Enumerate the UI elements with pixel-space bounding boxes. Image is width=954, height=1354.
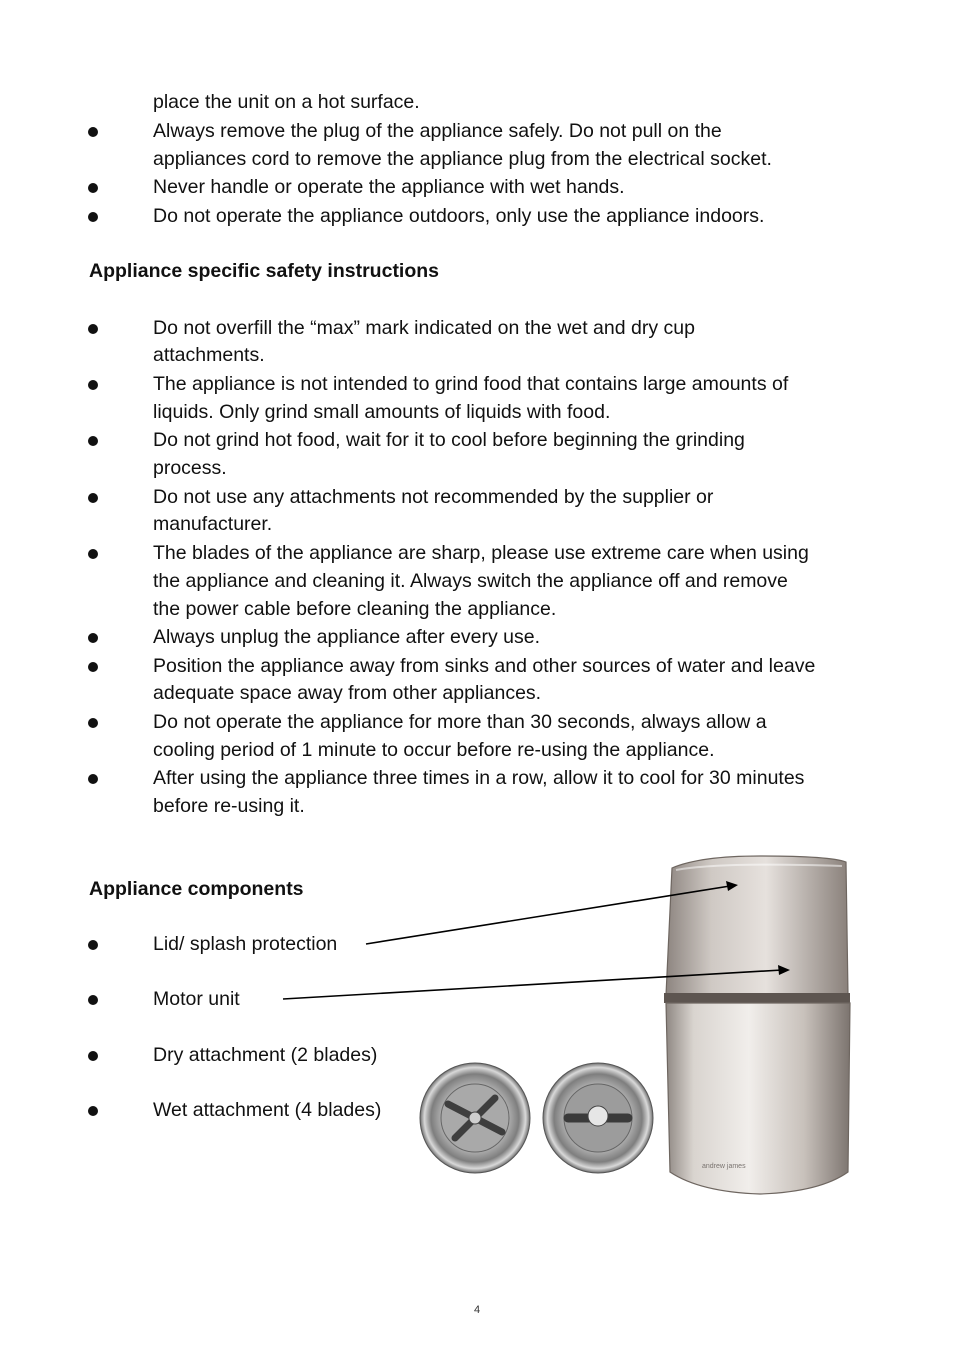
component-motor-unit: Motor unit bbox=[153, 988, 240, 1010]
wet-hub bbox=[588, 1106, 608, 1126]
general-bullet-2: Never handle or operate the appliance with wet hands. bbox=[153, 176, 625, 198]
seam-band bbox=[664, 993, 850, 1003]
specific-bullet-3-line-1: Do not grind hot food, wait for it to cool before beginning the grinding bbox=[153, 429, 745, 451]
general-bullet-3: Do not operate the appliance outdoors, only use the appliance indoors. bbox=[153, 205, 765, 227]
specific-bullet-5-line-1: The blades of the appliance are sharp, please use extreme care when using bbox=[153, 542, 809, 564]
lid-shape bbox=[666, 856, 848, 995]
specific-bullet-7-line-1: Position the appliance away from sinks and other sources of water and leave bbox=[153, 655, 816, 677]
page-number: 4 bbox=[473, 1304, 481, 1316]
component-dry-attachment: Dry attachment (2 blades) bbox=[153, 1044, 378, 1066]
grinder-photo bbox=[664, 856, 850, 1194]
specific-bullet-1-line-1: Do not overfill the “max” mark indicated on the wet and dry cup bbox=[153, 317, 695, 339]
specific-bullet-2-line-2: liquids. Only grind small amounts of liquids with food. bbox=[153, 401, 611, 423]
specific-bullet-2-line-1: The appliance is not intended to grind food that contains large amounts of bbox=[153, 373, 789, 395]
specific-bullet-4-line-1: Do not use any attachments not recommended by the supplier or bbox=[153, 486, 714, 508]
specific-bullet-5-line-3: the power cable before cleaning the appliance. bbox=[153, 598, 557, 620]
intro-line: place the unit on a hot surface. bbox=[153, 91, 420, 113]
component-wet-attachment: Wet attachment (4 blades) bbox=[153, 1099, 382, 1121]
wet-attachment-photo bbox=[543, 1063, 653, 1173]
brand-mark: andrew james bbox=[702, 1163, 746, 1170]
specific-bullet-5-line-2: the appliance and cleaning it. Always switch the appliance off and remove bbox=[153, 570, 788, 592]
specific-safety-heading: Appliance specific safety instructions bbox=[89, 260, 440, 282]
specific-bullet-6: Always unplug the appliance after every use. bbox=[153, 626, 540, 648]
specific-bullet-9-line-2: before re-using it. bbox=[153, 795, 305, 817]
general-bullet-1-line-2: appliances cord to remove the appliance plug from the electrical socket. bbox=[153, 148, 772, 170]
specific-bullet-8-line-1: Do not operate the appliance for more than 30 seconds, always allow a bbox=[153, 711, 767, 733]
components-heading: Appliance components bbox=[89, 878, 304, 900]
component-lid: Lid/ splash protection bbox=[153, 933, 338, 955]
specific-bullet-4-line-2: manufacturer. bbox=[153, 513, 273, 535]
dry-attachment-photo bbox=[420, 1063, 530, 1173]
specific-bullet-3-line-2: process. bbox=[153, 457, 227, 479]
general-bullet-1-line-1: Always remove the plug of the appliance safely. Do not pull on the bbox=[153, 120, 722, 142]
specific-bullet-1-line-2: attachments. bbox=[153, 344, 265, 366]
dry-hub bbox=[469, 1112, 481, 1124]
specific-bullet-8-line-2: cooling period of 1 minute to occur before re-using the appliance. bbox=[153, 739, 715, 761]
specific-bullet-9-line-1: After using the appliance three times in a row, allow it to cool for 30 minutes bbox=[153, 767, 805, 789]
specific-bullet-7-line-2: adequate space away from other appliances. bbox=[153, 682, 542, 704]
motor-unit-shape bbox=[666, 1003, 850, 1194]
